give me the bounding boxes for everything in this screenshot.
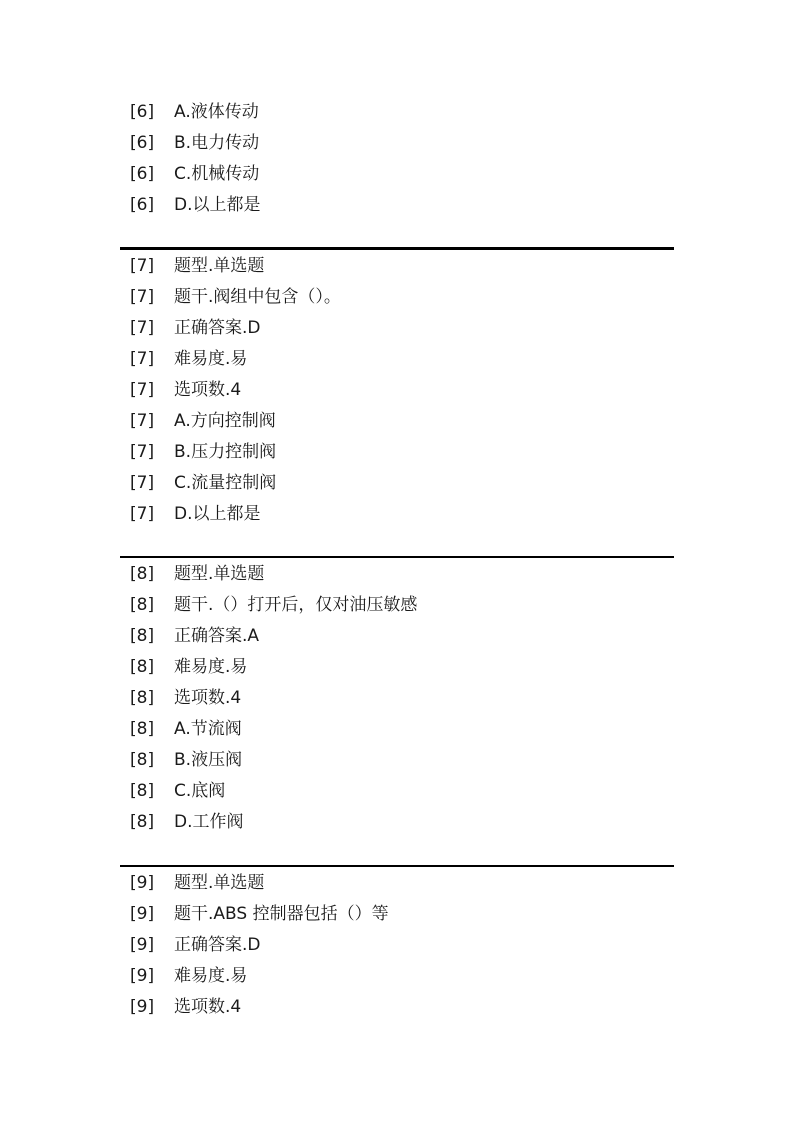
row-text: C.机械传动 — [174, 164, 260, 184]
list-item — [120, 375, 674, 406]
row-text: 题型.单选题 — [174, 873, 265, 893]
row-text: C.底阀 — [174, 781, 226, 801]
list-item — [120, 652, 674, 683]
row-text: 题型.单选题 — [174, 256, 265, 276]
row-number: [6] — [130, 195, 155, 215]
list-item — [120, 251, 674, 282]
question-8 — [120, 559, 674, 838]
section-divider — [120, 865, 674, 867]
list-item — [120, 499, 674, 530]
row-number: [8] — [130, 719, 155, 739]
row-number: [9] — [130, 935, 155, 955]
row-text: D.以上都是 — [174, 504, 261, 524]
row-text: 正确答案.A — [174, 626, 260, 646]
list-item — [120, 745, 674, 776]
row-text: 正确答案.D — [174, 318, 261, 338]
row-text: B.液压阀 — [174, 750, 243, 770]
row-text: 题型.单选题 — [174, 564, 265, 584]
list-item — [120, 313, 674, 344]
row-number: [7] — [130, 256, 155, 276]
row-text: 难易度.易 — [174, 349, 248, 369]
list-item — [120, 621, 674, 652]
list-item — [120, 344, 674, 375]
list-item — [120, 930, 674, 961]
list-item — [120, 159, 674, 190]
row-number: [7] — [130, 318, 155, 338]
list-item — [120, 776, 674, 807]
row-number: [8] — [130, 812, 155, 832]
row-number: [7] — [130, 442, 155, 462]
list-item — [120, 807, 674, 838]
row-number: [9] — [130, 997, 155, 1017]
list-item — [120, 961, 674, 992]
list-item — [120, 590, 674, 621]
list-item — [120, 992, 674, 1023]
section-divider — [120, 247, 674, 250]
list-item — [120, 406, 674, 437]
question-7 — [120, 251, 674, 530]
row-text: 难易度.易 — [174, 966, 248, 986]
row-text: 题干.（）打开后，仅对油压敏感 — [174, 595, 418, 615]
row-text: C.流量控制阀 — [174, 473, 277, 493]
row-number: [7] — [130, 287, 155, 307]
list-item — [120, 190, 674, 221]
row-number: [8] — [130, 564, 155, 584]
row-text: 难易度.易 — [174, 657, 248, 677]
list-item — [120, 468, 674, 499]
row-text: D.工作阀 — [174, 812, 244, 832]
list-item — [120, 683, 674, 714]
row-text: A.方向控制阀 — [174, 411, 276, 431]
row-number: [8] — [130, 626, 155, 646]
row-number: [7] — [130, 380, 155, 400]
row-number: [8] — [130, 657, 155, 677]
row-number: [9] — [130, 966, 155, 986]
list-item — [120, 437, 674, 468]
row-text: 正确答案.D — [174, 935, 261, 955]
list-item — [120, 128, 674, 159]
row-number: [8] — [130, 781, 155, 801]
row-text: 题干.阀组中包含（）。 — [174, 287, 341, 307]
list-item — [120, 868, 674, 899]
list-item — [120, 559, 674, 590]
row-number: [9] — [130, 873, 155, 893]
list-item — [120, 282, 674, 313]
row-text: 选项数.4 — [174, 688, 242, 708]
row-number: [7] — [130, 349, 155, 369]
row-number: [8] — [130, 688, 155, 708]
row-text: A.液体传动 — [174, 102, 259, 122]
row-text: A.节流阀 — [174, 719, 242, 739]
row-number: [7] — [130, 504, 155, 524]
list-item — [120, 899, 674, 930]
question-6-options — [120, 97, 674, 221]
row-number: [7] — [130, 473, 155, 493]
row-text: D.以上都是 — [174, 195, 261, 215]
row-number: [8] — [130, 595, 155, 615]
question-9 — [120, 868, 674, 1023]
row-number: [7] — [130, 411, 155, 431]
list-item — [120, 97, 674, 128]
row-number: [8] — [130, 750, 155, 770]
list-item — [120, 714, 674, 745]
row-number: [9] — [130, 904, 155, 924]
row-text: B.压力控制阀 — [174, 442, 277, 462]
row-text: 题干.ABS 控制器包括（）等 — [174, 904, 389, 924]
row-number: [6] — [130, 102, 155, 122]
row-text: B.电力传动 — [174, 133, 260, 153]
row-number: [6] — [130, 133, 155, 153]
row-text: 选项数.4 — [174, 380, 242, 400]
row-text: 选项数.4 — [174, 997, 242, 1017]
section-divider — [120, 556, 674, 558]
row-number: [6] — [130, 164, 155, 184]
